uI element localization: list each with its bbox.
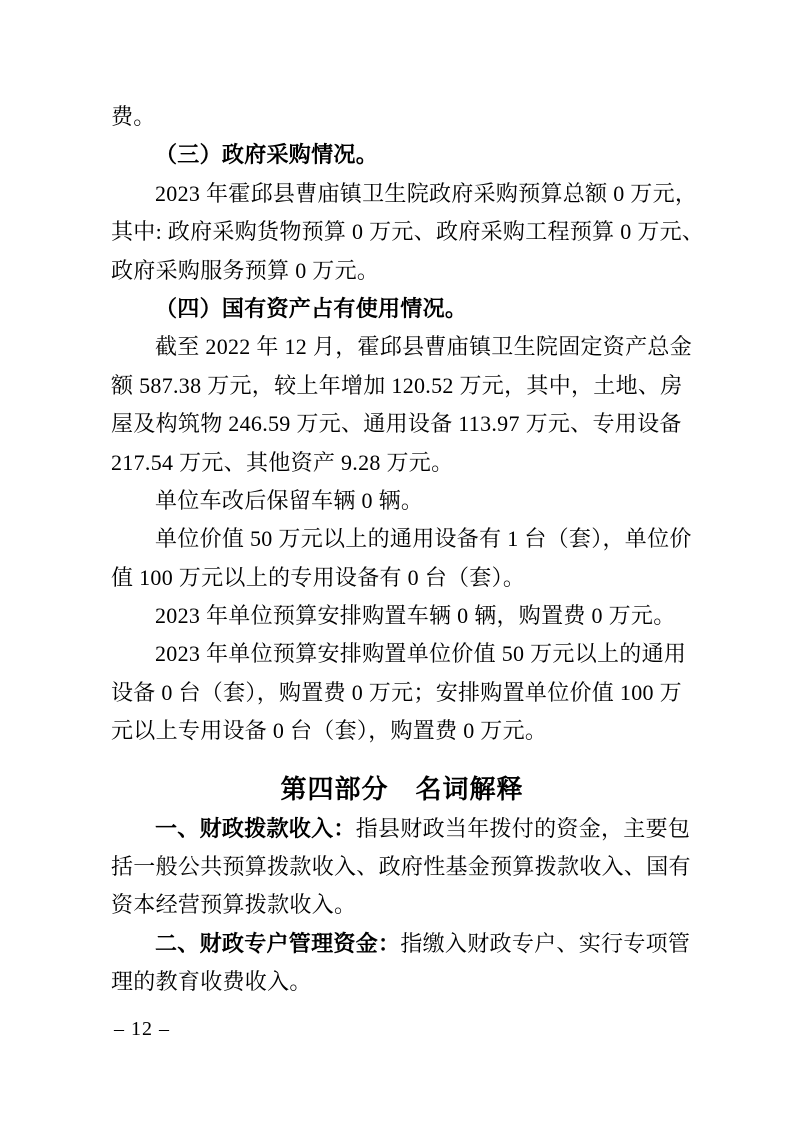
paragraph-line: 理的教育收费收入。 <box>111 969 312 995</box>
document-body <box>111 98 705 1002</box>
paragraph-line: 截至 2022 年 12 月，霍邱县曹庙镇卫生院固定资产总金 <box>155 334 693 360</box>
paragraph-line: 其中: 政府采购货物预算 0 万元、政府采购工程预算 0 万元、 <box>111 219 705 245</box>
term-name-fiscal-appropriation: 一、财政拨款收入： <box>155 815 356 841</box>
term-definition-text: 指县财政当年拨付的资金，主要包 <box>355 815 691 841</box>
paragraph-line: 2023 年单位预算安排购置车辆 0 辆，购置费 0 万元。 <box>155 603 676 629</box>
paragraph-line: 元以上专用设备 0 台（套），购置费 0 万元。 <box>111 718 548 744</box>
paragraph-line: 2023 年单位预算安排购置单位价值 50 万元以上的通用 <box>155 641 687 667</box>
paragraph-line: 政府采购服务预算 0 万元。 <box>111 257 380 283</box>
term-definition-text: 指缴入财政专户、实行专项管 <box>400 930 691 956</box>
heading-gov-procurement: （三）政府采购情况。 <box>155 142 379 168</box>
paragraph-line: 设备 0 台（套），购置费 0 万元；安排购置单位价值 100 万 <box>111 679 682 705</box>
paragraph-line: 额 587.38 万元，较上年增加 120.52 万元，其中，土地、房 <box>111 372 683 398</box>
paragraph-line: 屋及构筑物 246.59 万元、通用设备 113.97 万元、专用设备 <box>111 411 682 437</box>
paragraph-line: 217.54 万元、其他资产 9.28 万元。 <box>111 449 454 475</box>
paragraph-line: 值 100 万元以上的专用设备有 0 台（套）。 <box>111 564 526 590</box>
paragraph-line: 2023 年霍邱县曹庙镇卫生院政府采购预算总额 0 万元， <box>155 180 698 206</box>
heading-state-assets: （四）国有资产占有使用情况。 <box>155 295 468 321</box>
paragraph-line: 单位车改后保留车辆 0 辆。 <box>155 487 424 513</box>
paragraph-line: 括一般公共预算拨款收入、政府性基金预算拨款收入、国有 <box>111 854 691 880</box>
page-number: – 12 – <box>114 1018 170 1040</box>
term-name-special-account-funds: 二、财政专户管理资金： <box>155 930 401 956</box>
term-definition-line <box>111 810 693 848</box>
paragraph-line: 单位价值 50 万元以上的通用设备有 1 台（套），单位价 <box>155 526 692 552</box>
part4-section-title: 第四部分 名词解释 <box>280 773 524 804</box>
paragraph-line: 资本经营预算拨款收入。 <box>111 892 357 918</box>
term-definition-line <box>111 925 693 963</box>
paragraph-continuation-line: 费。 <box>111 104 156 129</box>
